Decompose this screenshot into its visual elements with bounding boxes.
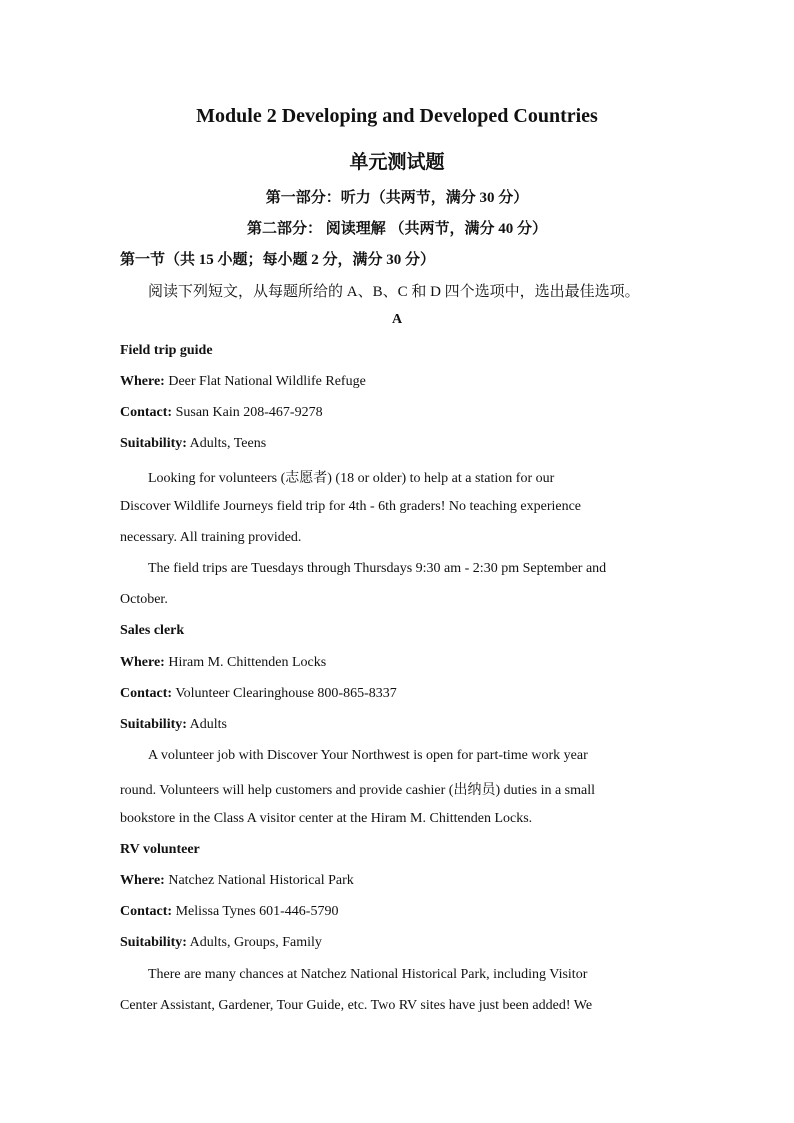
suitability-label: Suitability: — [120, 935, 187, 950]
contact-value: Melissa Tynes 601-446-5790 — [175, 904, 339, 919]
paragraph-line: The field trips are Tuesdays through Thursdays 9:30 am - 2:30 pm September and — [148, 561, 607, 576]
job-suitability — [120, 717, 227, 733]
instructions: 阅读下列短文，从每题所给的 A、B、C 和 D 四个选项中，选出最佳选项。 — [148, 284, 640, 300]
suitability-value: Adults, Teens — [189, 436, 267, 451]
job-where — [120, 374, 366, 390]
job-heading: Field trip guide — [120, 343, 213, 358]
paragraph-line: necessary. All training provided. — [120, 530, 302, 545]
job-where — [120, 655, 326, 671]
paragraph-line: Discover Wildlife Journeys field trip for 4th - 6th graders! No teaching experience — [120, 499, 582, 514]
paragraph-line: Looking for volunteers (志愿者) (18 or older) to help at a station for our — [148, 471, 555, 486]
paragraph-line: October. — [120, 592, 168, 607]
paragraph-line: Center Assistant, Gardener, Tour Guide, etc. Two RV sites have just been added! We — [120, 998, 593, 1013]
job-contact — [120, 904, 338, 920]
contact-value: Volunteer Clearinghouse 800-865-8337 — [175, 686, 397, 701]
job-where — [120, 873, 354, 889]
contact-label: Contact: — [120, 686, 173, 701]
suitability-value: Adults, Groups, Family — [189, 935, 322, 950]
paragraph-line: round. Volunteers will help customers and provide cashier (出纳员) duties in a small — [120, 783, 596, 798]
where-value: Natchez National Historical Park — [168, 873, 354, 888]
where-value: Hiram M. Chittenden Locks — [168, 655, 327, 670]
passage-letter: A — [391, 312, 403, 327]
job-suitability — [120, 935, 322, 951]
job-contact — [120, 405, 323, 421]
paragraph-line: A volunteer job with Discover Your Northwest is open for part-time work year — [148, 748, 588, 763]
job-suitability — [120, 436, 266, 452]
suitability-label: Suitability: — [120, 717, 187, 732]
part-one-heading: 第一部分：听力（共两节，满分 30 分） — [265, 190, 529, 206]
suitability-value: Adults — [189, 717, 227, 732]
where-label: Where: — [120, 374, 165, 389]
paragraph-line: bookstore in the Class A visitor center at the Hiram M. Chittenden Locks. — [120, 811, 533, 826]
document-subtitle: 单元测试题 — [349, 152, 445, 173]
contact-label: Contact: — [120, 405, 173, 420]
contact-value: Susan Kain 208-467-9278 — [175, 405, 323, 420]
job-contact — [120, 686, 397, 702]
section-one-heading: 第一节（共 15 小题；每小题 2 分，满分 30 分） — [120, 252, 436, 268]
part-two-heading: 第二部分： 阅读理解 （共两节，满分 40 分） — [246, 221, 547, 237]
where-label: Where: — [120, 873, 165, 888]
job-heading: RV volunteer — [120, 842, 200, 857]
paragraph-line: There are many chances at Natchez National Historical Park, including Visitor — [148, 967, 588, 982]
document-title: Module 2 Developing and Developed Countries — [196, 105, 598, 127]
where-label: Where: — [120, 655, 165, 670]
where-value: Deer Flat National Wildlife Refuge — [168, 374, 366, 389]
suitability-label: Suitability: — [120, 436, 187, 451]
job-heading: Sales clerk — [120, 623, 185, 638]
contact-label: Contact: — [120, 904, 173, 919]
